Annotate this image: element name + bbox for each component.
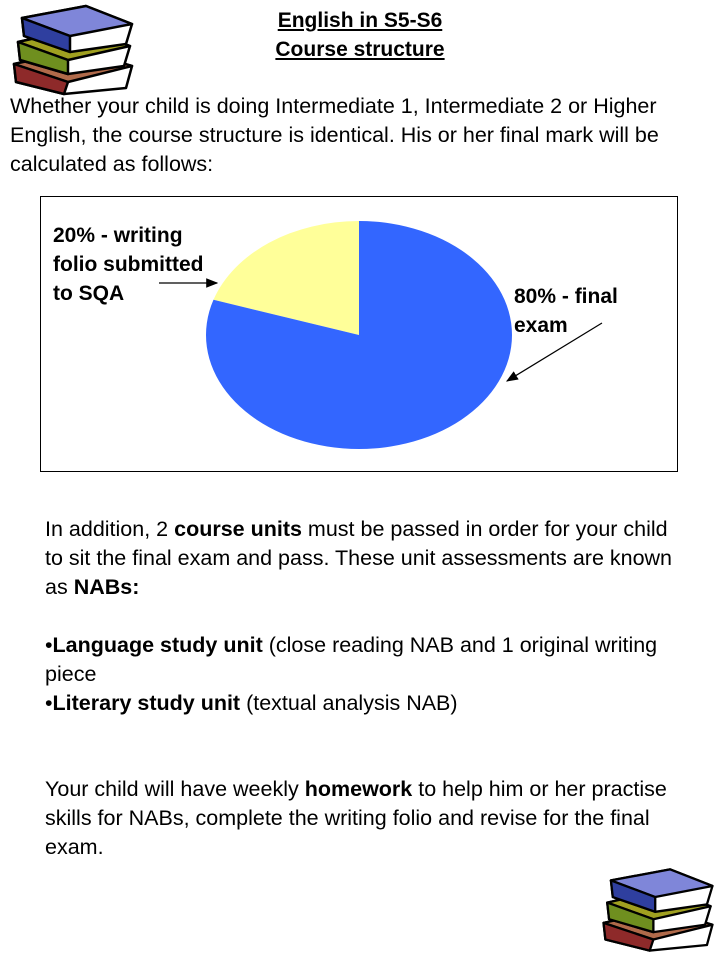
course-units-emphasis: course units (174, 517, 302, 541)
units-list (45, 631, 685, 718)
writing-folio-slice-label (53, 221, 243, 308)
list-item (45, 631, 685, 689)
exam-label-line2: exam (514, 314, 568, 337)
page-title: English in S5-S6 (277, 9, 443, 32)
final-exam-slice-label (514, 282, 654, 340)
writing-label-line3: to SQA (53, 282, 125, 305)
page-subtitle: Course structure (275, 38, 445, 61)
list-item-title: Language study unit (52, 633, 263, 657)
units-text-1: In addition, 2 (45, 517, 175, 541)
bullet: • (45, 633, 53, 657)
list-item-title: Literary study unit (52, 691, 241, 715)
list-item-detail: (textual analysis NAB) (240, 691, 458, 715)
intro-paragraph: Whether your child is doing Intermediate 1, Intermediate 2 or Higher English, the course structure is identical. His or her final mark will be calculated as follows: (10, 94, 659, 176)
exam-label-line1: 80% - final (514, 285, 618, 308)
bullet: • (45, 691, 53, 715)
list-item-detail: (close reading NAB and 1 original writing piece (45, 633, 658, 686)
homework-paragraph (45, 775, 685, 862)
writing-label-line2: folio submitted (53, 253, 204, 276)
nabs-emphasis: NABs: (73, 575, 140, 599)
homework-emphasis: homework (304, 777, 413, 801)
course-units-paragraph (45, 515, 685, 602)
writing-label-line1: 20% - writing (53, 224, 183, 247)
books-stack-icon (598, 862, 718, 957)
homework-text-1: Your child will have weekly (45, 777, 305, 801)
units-text-2: must be passed in order for your child to sit the final exam and pass. These unit assessments are known as (45, 517, 673, 599)
homework-text-2: to help him or her practise skills for NABs, complete the writing folio and revise for the final exam. (45, 777, 667, 859)
pie-chart-frame (40, 196, 678, 472)
list-item (45, 689, 685, 718)
